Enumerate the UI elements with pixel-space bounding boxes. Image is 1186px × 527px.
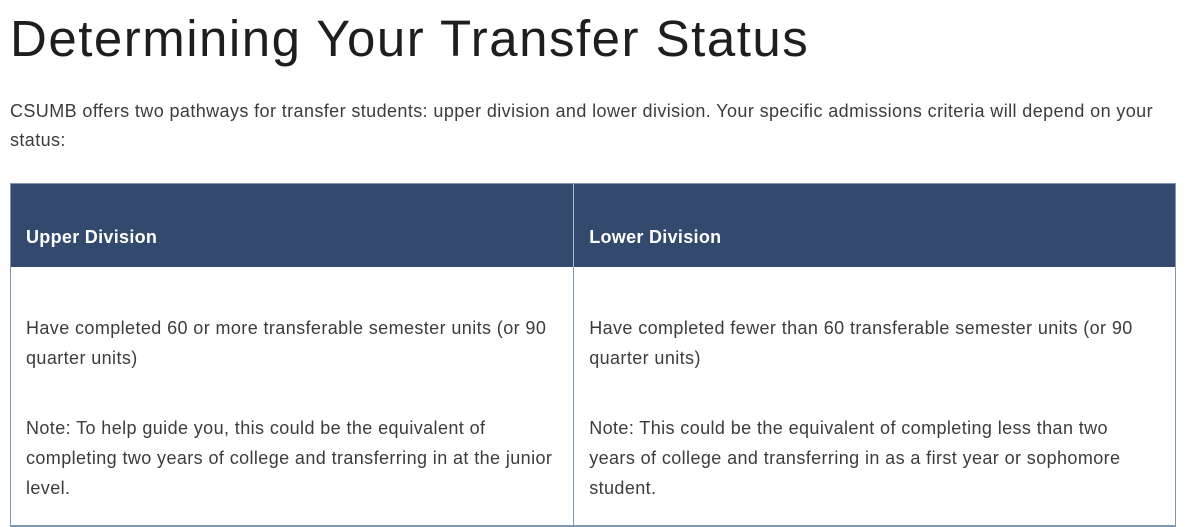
column-upper-division [11,184,573,525]
upper-division-cell [11,267,573,525]
lower-division-requirement: Have completed fewer than 60 transferable semester units (or 90 quarter units) [589,317,1133,368]
column-lower-division [573,184,1175,525]
upper-division-header: Upper Division [11,184,573,267]
upper-division-requirement: Have completed 60 or more transferable semester units (or 90 quarter units) [26,317,547,368]
intro-text: CSUMB offers two pathways for transfer students: upper division and lower division. Your specific admissions criteria will depend on your status: [10,100,1153,150]
page-title: Determining Your Transfer Status [10,10,810,67]
lower-division-cell [574,267,1175,525]
transfer-status-table [10,183,1176,527]
lower-division-header: Lower Division [574,184,1175,267]
upper-division-note: Note: To help guide you, this could be the equivalent of completing two years of college and transferring in at the junior level. [26,417,553,498]
lower-division-note: Note: This could be the equivalent of completing less than two years of college and transferring in as a first year or sophomore student. [589,417,1121,498]
